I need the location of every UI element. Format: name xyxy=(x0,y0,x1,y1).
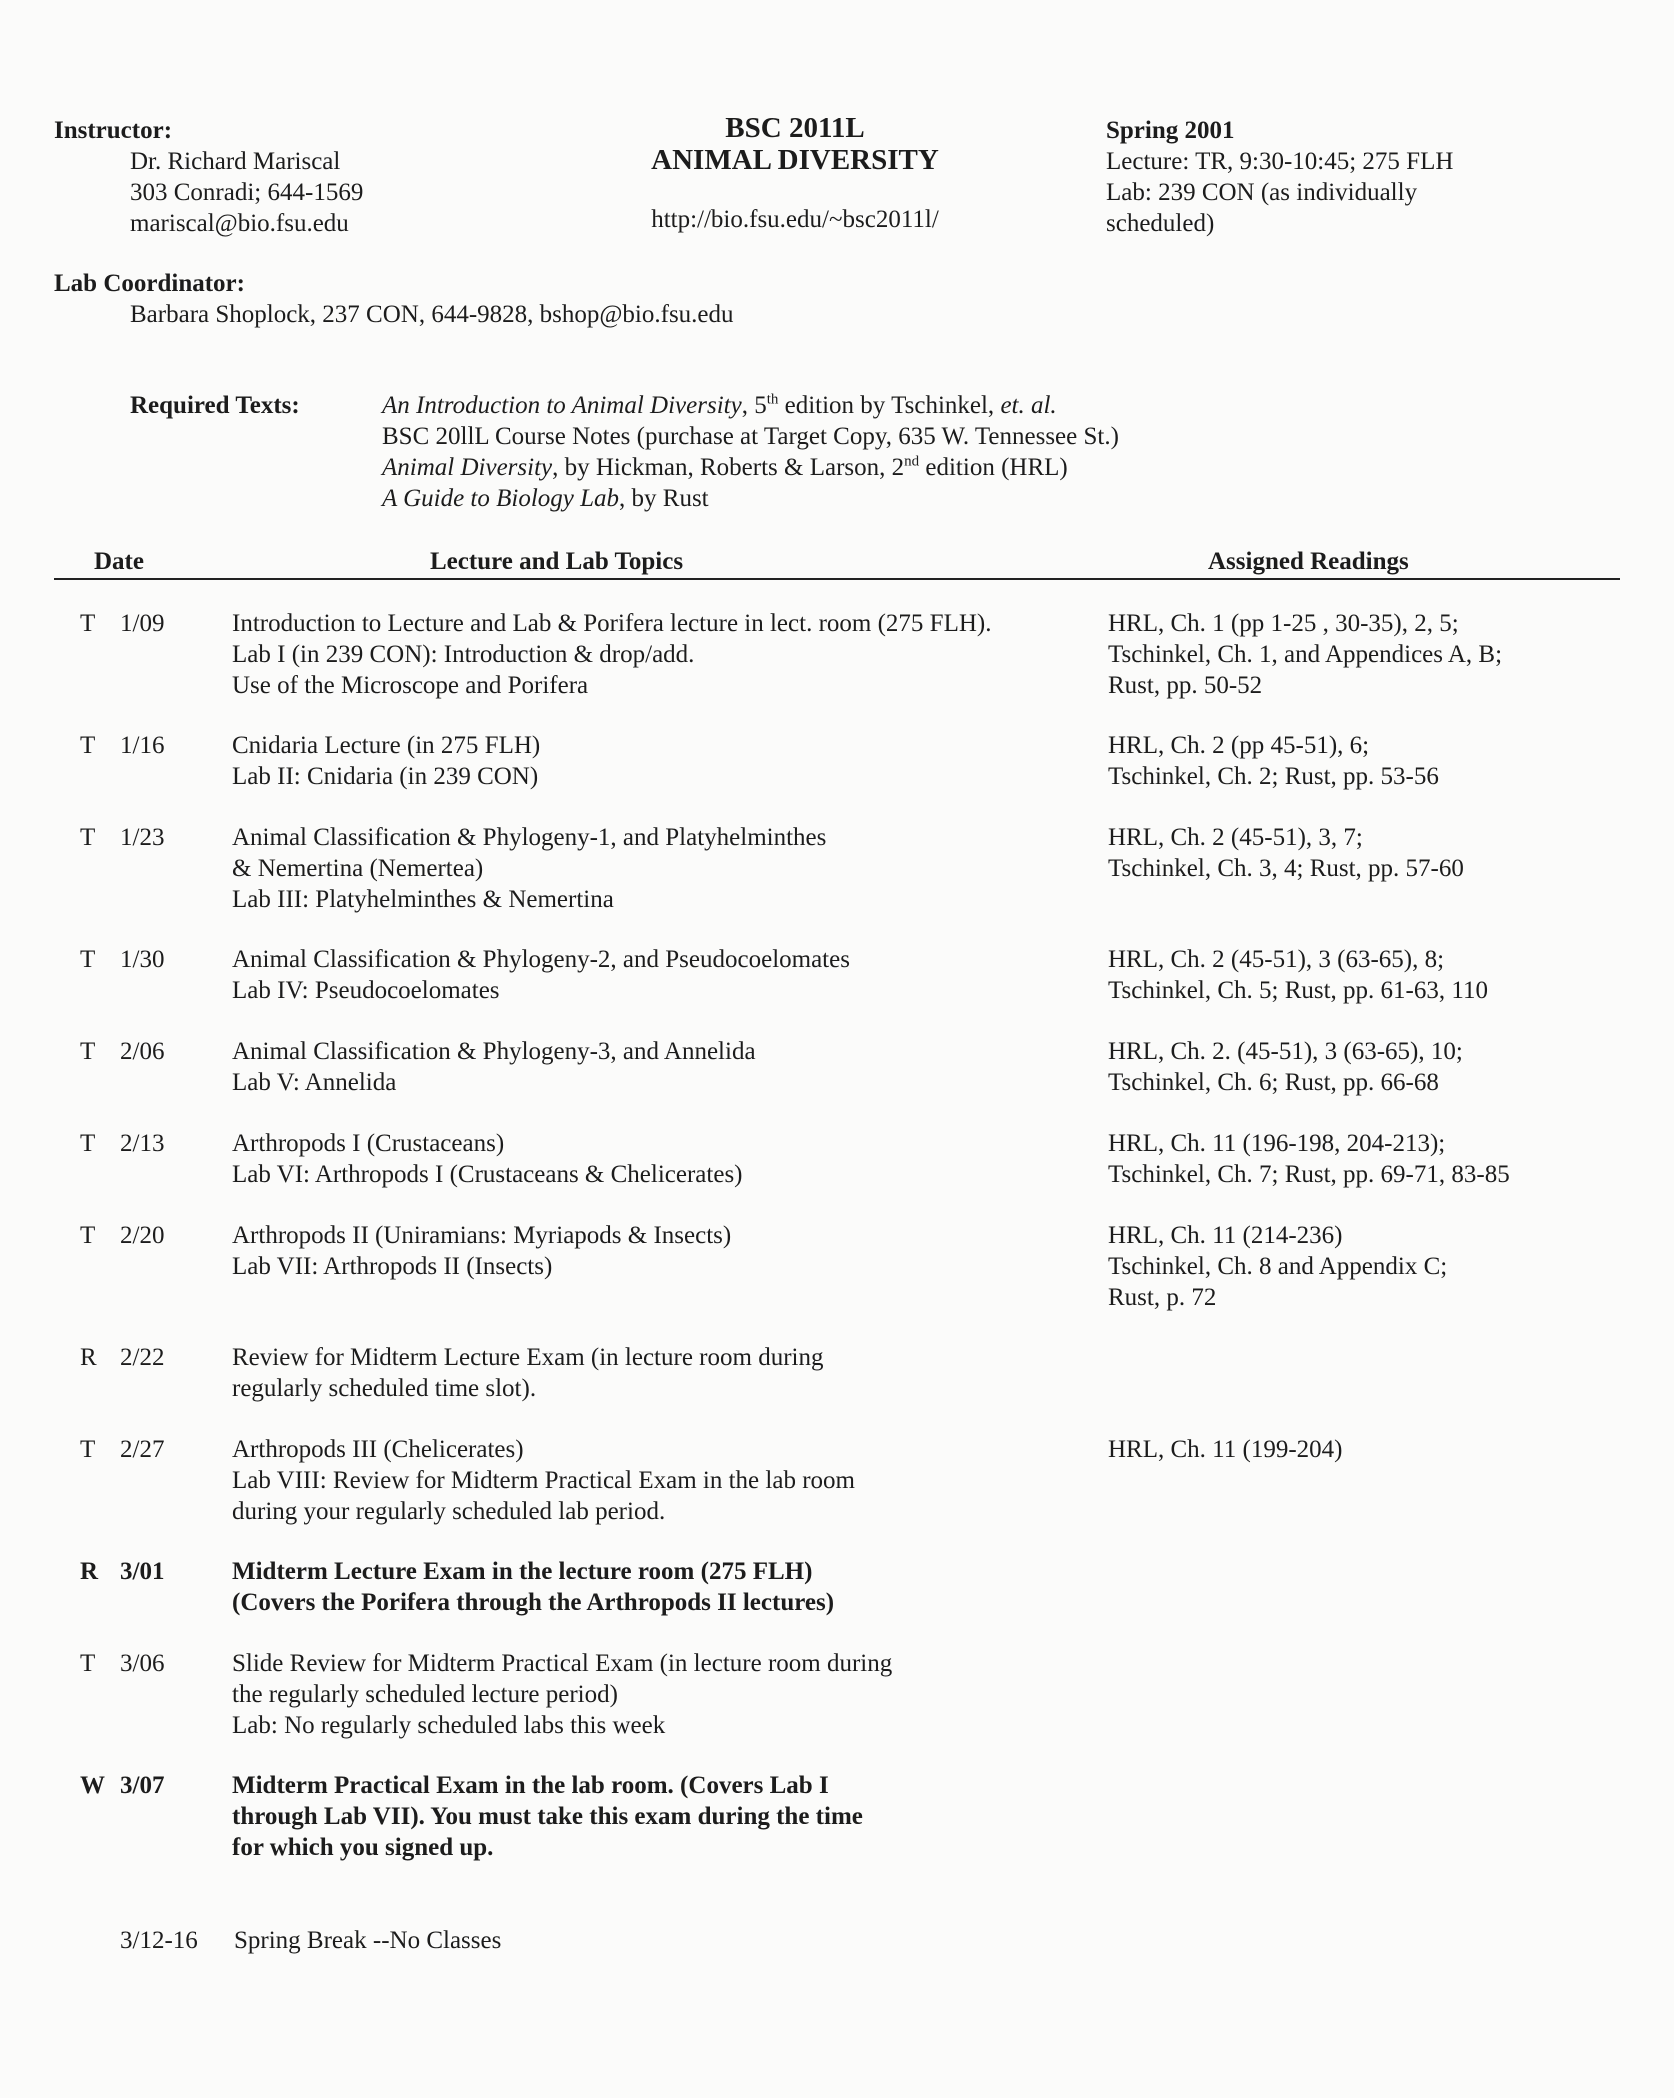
topic-line: Review for Midterm Lecture Exam (in lecture room during xyxy=(232,1344,824,1371)
topic-line: (Covers the Porifera through the Arthropods II lectures) xyxy=(232,1589,835,1616)
text-title: An Introduction to Animal Diversity xyxy=(382,392,742,419)
topic-line: during your regularly scheduled lab period. xyxy=(232,1498,666,1525)
superscript: th xyxy=(766,391,779,408)
row-topics xyxy=(232,1648,1132,1741)
reading-line: Tschinkel, Ch. 8 and Appendix C; xyxy=(1108,1253,1448,1280)
row-date: 3/07 xyxy=(120,1772,165,1799)
row-date: 3/01 xyxy=(120,1558,165,1585)
schedule-header xyxy=(54,546,1620,580)
row-topics xyxy=(232,1770,1132,1863)
topic-line: regularly scheduled time slot). xyxy=(232,1375,537,1402)
readings-column-header: Assigned Readings xyxy=(1208,548,1409,575)
reading-line: Tschinkel, Ch. 7; Rust, pp. 69-71, 83-85 xyxy=(1108,1161,1510,1188)
row-date: 1/30 xyxy=(120,946,165,973)
reading-line: Tschinkel, Ch. 5; Rust, pp. 61-63, 110 xyxy=(1108,977,1488,1004)
row-topics xyxy=(232,1220,1132,1282)
row-day: T xyxy=(80,1650,96,1677)
text-title: A Guide to Biology Lab xyxy=(382,485,620,512)
topic-line: Lab VII: Arthropods II (Insects) xyxy=(232,1253,553,1280)
course-code: BSC 2011L xyxy=(725,112,865,144)
row-readings xyxy=(1108,730,1608,792)
text-detail: et. al. xyxy=(1000,392,1057,419)
text-detail: , by Hickman, Roberts & Larson, 2 xyxy=(552,454,905,481)
row-topics xyxy=(232,1128,1132,1190)
date-column-header: Date xyxy=(94,548,144,575)
topic-line: Animal Classification & Phylogeny-1, and Platyhelminthes xyxy=(232,824,827,851)
row-date: 1/09 xyxy=(120,610,165,637)
text-item-3 xyxy=(382,452,1522,483)
row-day: T xyxy=(80,1436,96,1463)
text-item-2: BSC 20llL Course Notes (purchase at Target Copy, 635 W. Tennessee St.) xyxy=(382,423,1119,450)
row-day: T xyxy=(80,610,96,637)
topic-line: through Lab VII). You must take this exam during the time xyxy=(232,1803,863,1830)
instructor-label: Instructor: xyxy=(54,117,173,144)
topic-line: Use of the Microscope and Porifera xyxy=(232,672,589,699)
text-detail: edition by Tschinkel, xyxy=(778,392,1001,419)
reading-line: HRL, Ch. 2 (45-51), 3, 7; xyxy=(1108,824,1363,851)
row-topics xyxy=(232,608,1132,701)
required-texts-list xyxy=(382,390,1522,514)
topic-line: Lab III: Platyhelminthes & Nemertina xyxy=(232,886,614,913)
row-readings xyxy=(1108,1036,1608,1098)
course-title-block xyxy=(560,112,1030,235)
row-date: 1/16 xyxy=(120,732,165,759)
topic-line: Lab II: Cnidaria (in 239 CON) xyxy=(232,763,539,790)
text-item-4 xyxy=(382,483,1522,514)
row-date: 3/06 xyxy=(120,1650,165,1677)
instructor-office: 303 Conradi; 644-1569 xyxy=(130,179,364,206)
topic-line: Arthropods II (Uniramians: Myriapods & Insects) xyxy=(232,1222,732,1249)
row-date: 2/22 xyxy=(120,1344,165,1371)
instructor-block xyxy=(54,115,614,239)
topic-line: Lab VIII: Review for Midterm Practical Exam in the lab room xyxy=(232,1467,855,1494)
row-topics xyxy=(232,1342,1132,1404)
topic-line: for which you signed up. xyxy=(232,1834,494,1861)
row-date: 2/06 xyxy=(120,1038,165,1065)
course-url: http://bio.fsu.edu/~bsc2011l/ xyxy=(651,206,939,233)
row-date: 2/13 xyxy=(120,1130,165,1157)
reading-line: Tschinkel, Ch. 3, 4; Rust, pp. 57-60 xyxy=(1108,855,1464,882)
row-topics xyxy=(232,822,1132,915)
row-day: T xyxy=(80,1222,96,1249)
topic-line: Midterm Lecture Exam in the lecture room (275 FLH) xyxy=(232,1558,813,1585)
text-item-1 xyxy=(382,390,1522,421)
topic-line: Slide Review for Midterm Practical Exam (in lecture room during xyxy=(232,1650,893,1677)
topic-line: Arthropods I (Crustaceans) xyxy=(232,1130,505,1157)
row-topics xyxy=(232,730,1132,792)
required-texts-label: Required Texts: xyxy=(130,392,300,419)
row-topics xyxy=(232,1036,1132,1098)
row-day: T xyxy=(80,732,96,759)
break-text: Spring Break --No Classes xyxy=(234,1927,502,1954)
instructor-name: Dr. Richard Mariscal xyxy=(130,148,341,175)
reading-line: Rust, p. 72 xyxy=(1108,1284,1217,1311)
row-date: 1/23 xyxy=(120,824,165,851)
lab-info-cont: scheduled) xyxy=(1106,210,1215,237)
row-readings xyxy=(1108,1220,1608,1313)
reading-line: HRL, Ch. 1 (pp 1-25 , 30-35), 2, 5; xyxy=(1108,610,1459,637)
row-day: T xyxy=(80,946,96,973)
topic-line: Cnidaria Lecture (in 275 FLH) xyxy=(232,732,541,759)
topic-line: Lab IV: Pseudocoelomates xyxy=(232,977,500,1004)
reading-line: HRL, Ch. 2. (45-51), 3 (63-65), 10; xyxy=(1108,1038,1463,1065)
topic-line: Lab: No regularly scheduled labs this week xyxy=(232,1712,666,1739)
term-block xyxy=(1106,115,1626,239)
row-day: T xyxy=(80,1130,96,1157)
reading-line: Tschinkel, Ch. 2; Rust, pp. 53-56 xyxy=(1108,763,1439,790)
row-readings xyxy=(1108,608,1608,701)
row-topics xyxy=(232,1434,1132,1527)
topic-line: & Nemertina (Nemertea) xyxy=(232,855,484,882)
instructor-email: mariscal@bio.fsu.edu xyxy=(130,210,349,237)
reading-line: HRL, Ch. 11 (214-236) xyxy=(1108,1222,1343,1249)
reading-line: HRL, Ch. 11 (196-198, 204-213); xyxy=(1108,1130,1446,1157)
row-day: R xyxy=(80,1344,97,1371)
row-day: T xyxy=(80,1038,96,1065)
coordinator-info: Barbara Shoplock, 237 CON, 644-9828, bshop@bio.fsu.edu xyxy=(130,301,734,328)
topics-column-header: Lecture and Lab Topics xyxy=(430,548,684,575)
reading-line: Tschinkel, Ch. 6; Rust, pp. 66-68 xyxy=(1108,1069,1439,1096)
spring-break-row xyxy=(120,1925,501,1956)
text-detail: , by Rust xyxy=(619,485,709,512)
text-detail: edition (HRL) xyxy=(919,454,1068,481)
break-date: 3/12-16 xyxy=(120,1927,198,1954)
row-day: R xyxy=(80,1558,99,1585)
reading-line: Tschinkel, Ch. 1, and Appendices A, B; xyxy=(1108,641,1503,668)
topic-line: Lab V: Annelida xyxy=(232,1069,397,1096)
row-day: W xyxy=(80,1772,105,1799)
row-date: 2/20 xyxy=(120,1222,165,1249)
reading-line: Rust, pp. 50-52 xyxy=(1108,672,1263,699)
row-readings xyxy=(1108,1434,1608,1465)
topic-line: Lab VI: Arthropods I (Crustaceans & Chelicerates) xyxy=(232,1161,743,1188)
reading-line: HRL, Ch. 11 (199-204) xyxy=(1108,1436,1343,1463)
lab-coordinator-block xyxy=(54,268,1254,330)
topic-line: Introduction to Lecture and Lab & Porifera lecture in lect. room (275 FLH). xyxy=(232,610,992,637)
course-name: ANIMAL DIVERSITY xyxy=(651,144,939,176)
reading-line: HRL, Ch. 2 (pp 45-51), 6; xyxy=(1108,732,1370,759)
row-topics xyxy=(232,1556,1132,1618)
superscript: nd xyxy=(904,453,920,470)
lecture-info: Lecture: TR, 9:30-10:45; 275 FLH xyxy=(1106,148,1454,175)
topic-line: Animal Classification & Phylogeny-2, and Pseudocoelomates xyxy=(232,946,850,973)
lab-info: Lab: 239 CON (as individually xyxy=(1106,179,1418,206)
row-readings xyxy=(1108,944,1608,1006)
row-date: 2/27 xyxy=(120,1436,165,1463)
row-topics xyxy=(232,944,1132,1006)
topic-line: the regularly scheduled lecture period) xyxy=(232,1681,618,1708)
row-readings xyxy=(1108,822,1608,884)
row-day: T xyxy=(80,824,96,851)
row-readings xyxy=(1108,1128,1608,1190)
topic-line: Animal Classification & Phylogeny-3, and Annelida xyxy=(232,1038,756,1065)
coordinator-label: Lab Coordinator: xyxy=(54,270,245,297)
text-detail: , 5 xyxy=(741,392,767,419)
text-title: Animal Diversity xyxy=(382,454,553,481)
topic-line: Midterm Practical Exam in the lab room. (Covers Lab I xyxy=(232,1772,829,1799)
term-label: Spring 2001 xyxy=(1106,117,1235,144)
topic-line: Lab I (in 239 CON): Introduction & drop/add. xyxy=(232,641,695,668)
reading-line: HRL, Ch. 2 (45-51), 3 (63-65), 8; xyxy=(1108,946,1445,973)
topic-line: Arthropods III (Chelicerates) xyxy=(232,1436,524,1463)
